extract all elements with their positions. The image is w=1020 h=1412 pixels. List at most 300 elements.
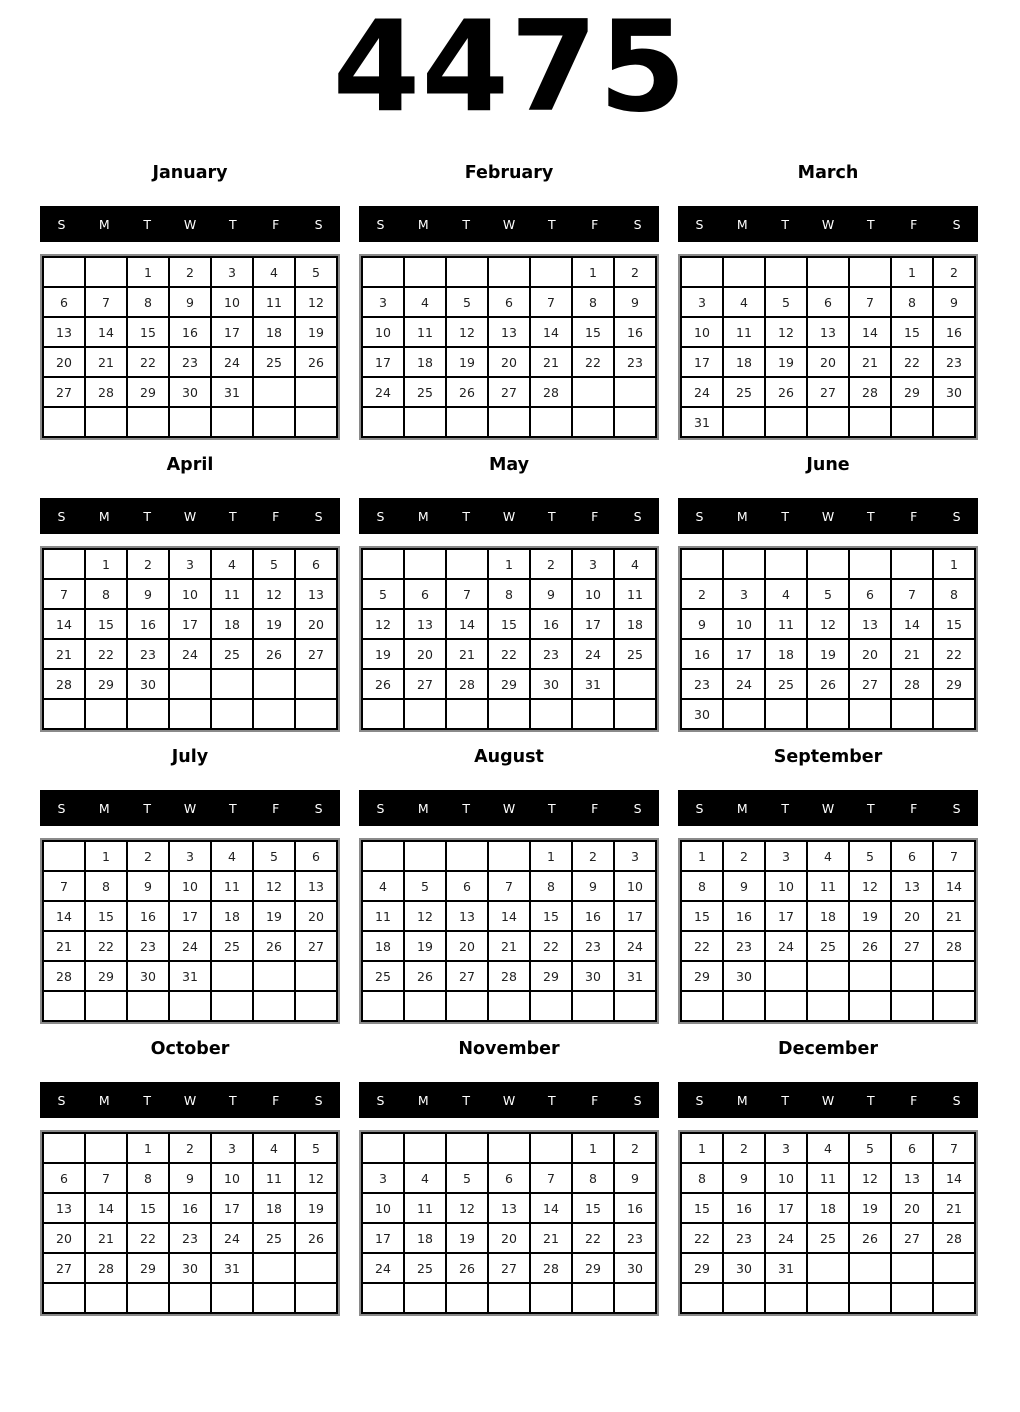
date-cell: 20 [807, 347, 849, 377]
week-row [43, 991, 337, 1021]
date-cell-empty [891, 699, 933, 729]
date-cell: 1 [85, 549, 127, 579]
date-cell: 26 [295, 1223, 337, 1253]
date-grid-body [362, 549, 656, 729]
date-cell-empty [530, 991, 572, 1021]
date-cell: 13 [295, 871, 337, 901]
date-cell-empty [404, 407, 446, 437]
date-cell: 28 [933, 931, 975, 961]
weekday-cell: F [272, 800, 280, 816]
date-cell: 6 [446, 871, 488, 901]
date-cell: 7 [891, 579, 933, 609]
weekday-cell: S [314, 216, 323, 232]
date-cell: 29 [127, 1253, 169, 1283]
date-cell: 25 [211, 639, 253, 669]
week-row [362, 931, 656, 961]
date-cell: 2 [127, 841, 169, 871]
date-grid-frame [40, 546, 340, 732]
date-cell: 7 [933, 841, 975, 871]
date-cell-empty [362, 257, 404, 287]
week-row [43, 699, 337, 729]
week-row [362, 317, 656, 347]
date-cell: 15 [530, 901, 572, 931]
date-cell: 17 [169, 901, 211, 931]
weekday-header [678, 790, 978, 826]
date-cell: 27 [891, 931, 933, 961]
date-cell-empty [614, 377, 656, 407]
date-cell: 7 [85, 1163, 127, 1193]
weekday-cell: M [417, 800, 429, 816]
weekday-header [40, 498, 340, 534]
date-cell: 5 [446, 287, 488, 317]
date-cell: 15 [933, 609, 975, 639]
date-cell-empty [404, 257, 446, 287]
weekday-cell: F [591, 800, 599, 816]
week-row [43, 377, 337, 407]
date-cell-empty [614, 991, 656, 1021]
date-cell-empty [807, 1253, 849, 1283]
date-cell: 31 [681, 407, 723, 437]
date-cell: 29 [572, 1253, 614, 1283]
date-cell: 12 [295, 287, 337, 317]
date-grid [680, 1132, 976, 1314]
date-cell-empty [849, 407, 891, 437]
date-cell: 17 [211, 1193, 253, 1223]
date-cell: 19 [446, 1223, 488, 1253]
date-cell: 27 [849, 669, 891, 699]
date-cell: 14 [43, 609, 85, 639]
date-cell: 22 [85, 639, 127, 669]
date-cell-empty [404, 1133, 446, 1163]
date-cell: 15 [572, 1193, 614, 1223]
date-cell: 18 [765, 639, 807, 669]
date-cell: 20 [891, 901, 933, 931]
date-grid-frame [359, 546, 659, 732]
date-cell: 11 [807, 871, 849, 901]
date-cell: 23 [127, 639, 169, 669]
date-cell-empty [765, 699, 807, 729]
date-cell-empty [404, 841, 446, 871]
date-grid-frame [678, 546, 978, 732]
weekday-cell: S [57, 216, 66, 232]
week-row [681, 1253, 975, 1283]
weekday-cell: M [98, 508, 110, 524]
weekday-cell: M [98, 1092, 110, 1108]
weekday-cell: M [98, 216, 110, 232]
week-row [43, 257, 337, 287]
weekday-cell: F [910, 216, 918, 232]
weekday-cell: F [272, 216, 280, 232]
date-cell: 5 [765, 287, 807, 317]
date-cell: 8 [572, 287, 614, 317]
date-grid-frame [40, 1130, 340, 1316]
date-cell: 16 [614, 1193, 656, 1223]
date-cell: 12 [404, 901, 446, 931]
date-cell-empty [933, 1253, 975, 1283]
date-cell: 4 [211, 549, 253, 579]
week-row [43, 287, 337, 317]
week-row [681, 991, 975, 1021]
date-cell-empty [43, 1283, 85, 1313]
weekday-header [359, 206, 659, 242]
date-cell: 28 [488, 961, 530, 991]
week-row [43, 961, 337, 991]
date-cell: 18 [253, 317, 295, 347]
date-grid-frame [359, 838, 659, 1024]
date-cell: 26 [253, 639, 295, 669]
date-cell-empty [849, 257, 891, 287]
date-cell: 16 [169, 1193, 211, 1223]
date-cell: 23 [169, 347, 211, 377]
date-cell: 5 [849, 1133, 891, 1163]
date-cell: 12 [446, 1193, 488, 1223]
date-cell: 12 [253, 579, 295, 609]
date-grid-frame [40, 838, 340, 1024]
date-cell: 30 [614, 1253, 656, 1283]
weekday-cell: S [376, 1092, 385, 1108]
date-cell: 9 [572, 871, 614, 901]
date-cell: 22 [681, 931, 723, 961]
date-cell-empty [933, 407, 975, 437]
date-cell-empty [765, 549, 807, 579]
week-row [681, 1163, 975, 1193]
date-cell: 26 [446, 377, 488, 407]
date-cell: 13 [488, 317, 530, 347]
date-cell: 17 [765, 901, 807, 931]
date-cell-empty [572, 991, 614, 1021]
date-cell: 25 [404, 377, 446, 407]
weekday-cell: S [952, 216, 961, 232]
date-cell: 24 [572, 639, 614, 669]
week-row [681, 377, 975, 407]
date-cell-empty [488, 699, 530, 729]
date-cell: 18 [362, 931, 404, 961]
date-cell: 16 [614, 317, 656, 347]
date-grid [42, 1132, 338, 1314]
date-cell: 16 [572, 901, 614, 931]
week-row [362, 549, 656, 579]
date-cell-empty [253, 991, 295, 1021]
date-cell: 24 [765, 1223, 807, 1253]
date-cell: 15 [681, 1193, 723, 1223]
date-cell: 6 [891, 1133, 933, 1163]
weekday-header [359, 1082, 659, 1118]
weekday-cell: S [952, 800, 961, 816]
date-cell: 2 [169, 1133, 211, 1163]
week-row [43, 549, 337, 579]
date-cell: 4 [211, 841, 253, 871]
date-cell: 29 [488, 669, 530, 699]
weekday-cell: S [633, 1092, 642, 1108]
weekday-cell: W [502, 216, 516, 232]
date-cell: 18 [211, 609, 253, 639]
weekday-cell: S [695, 800, 704, 816]
week-row [362, 871, 656, 901]
date-cell: 3 [362, 1163, 404, 1193]
weekday-header [359, 498, 659, 534]
date-cell-empty [488, 841, 530, 871]
date-cell: 15 [891, 317, 933, 347]
date-cell: 23 [530, 639, 572, 669]
weekday-cell: T [462, 800, 470, 816]
date-cell: 27 [488, 1253, 530, 1283]
weekday-cell: F [591, 1092, 599, 1108]
week-row [362, 841, 656, 871]
date-cell: 13 [849, 609, 891, 639]
date-cell-empty [681, 1283, 723, 1313]
date-cell: 24 [211, 347, 253, 377]
date-cell: 2 [723, 1133, 765, 1163]
date-cell-empty [765, 1283, 807, 1313]
date-cell-empty [253, 1253, 295, 1283]
date-cell: 27 [488, 377, 530, 407]
date-grid-body [362, 257, 656, 437]
date-cell: 1 [530, 841, 572, 871]
date-cell: 7 [849, 287, 891, 317]
date-cell: 22 [127, 347, 169, 377]
date-cell: 9 [723, 1163, 765, 1193]
week-row [362, 407, 656, 437]
date-cell-empty [849, 961, 891, 991]
date-cell: 3 [362, 287, 404, 317]
date-cell: 30 [572, 961, 614, 991]
month-block-june [678, 454, 978, 732]
week-row [681, 901, 975, 931]
weekday-header [40, 206, 340, 242]
date-cell-empty [43, 549, 85, 579]
week-row [362, 991, 656, 1021]
date-cell: 18 [253, 1193, 295, 1223]
date-cell: 1 [891, 257, 933, 287]
date-cell: 20 [295, 901, 337, 931]
week-row [43, 407, 337, 437]
date-cell: 9 [127, 871, 169, 901]
date-cell: 27 [446, 961, 488, 991]
date-cell-empty [404, 699, 446, 729]
weekday-cell: S [314, 508, 323, 524]
date-cell: 24 [723, 669, 765, 699]
date-cell: 20 [488, 347, 530, 377]
date-cell: 24 [765, 931, 807, 961]
date-cell-empty [891, 1283, 933, 1313]
weekday-cell: W [821, 216, 835, 232]
week-row [43, 871, 337, 901]
date-cell: 8 [488, 579, 530, 609]
date-cell: 27 [43, 1253, 85, 1283]
date-cell: 21 [849, 347, 891, 377]
date-cell: 22 [572, 347, 614, 377]
date-cell: 30 [723, 961, 765, 991]
date-cell: 1 [681, 841, 723, 871]
weekday-cell: T [229, 800, 237, 816]
date-cell-empty [446, 549, 488, 579]
weekday-cell: W [183, 508, 197, 524]
date-cell: 24 [169, 639, 211, 669]
date-cell: 18 [614, 609, 656, 639]
date-cell: 2 [681, 579, 723, 609]
date-cell: 7 [933, 1133, 975, 1163]
date-cell: 6 [807, 287, 849, 317]
week-row [362, 1193, 656, 1223]
weekday-cell: T [462, 508, 470, 524]
date-cell: 6 [488, 287, 530, 317]
date-cell-empty [253, 669, 295, 699]
date-cell: 6 [891, 841, 933, 871]
date-cell: 20 [891, 1193, 933, 1223]
date-cell-empty [488, 407, 530, 437]
date-cell-empty [488, 257, 530, 287]
week-row [43, 1193, 337, 1223]
date-cell: 27 [404, 669, 446, 699]
date-cell: 24 [681, 377, 723, 407]
date-cell: 9 [681, 609, 723, 639]
week-row [362, 1163, 656, 1193]
week-row [43, 1223, 337, 1253]
week-row [43, 609, 337, 639]
date-cell-empty [488, 1283, 530, 1313]
date-cell-empty [85, 257, 127, 287]
date-cell-empty [807, 407, 849, 437]
weekday-cell: T [548, 216, 556, 232]
weekday-cell: F [910, 508, 918, 524]
date-cell-empty [127, 699, 169, 729]
month-block-december [678, 1038, 978, 1316]
date-cell-empty [362, 549, 404, 579]
date-cell: 10 [362, 1193, 404, 1223]
date-cell: 23 [933, 347, 975, 377]
date-cell-empty [572, 699, 614, 729]
date-cell: 8 [681, 1163, 723, 1193]
date-cell: 20 [43, 1223, 85, 1253]
month-title: September [773, 747, 883, 767]
date-grid-frame [678, 254, 978, 440]
date-cell: 26 [807, 669, 849, 699]
week-row [362, 639, 656, 669]
weekday-cell: W [821, 508, 835, 524]
date-cell-empty [681, 257, 723, 287]
week-row [681, 841, 975, 871]
date-grid-body [43, 549, 337, 729]
date-cell: 6 [849, 579, 891, 609]
weekday-cell: T [867, 800, 875, 816]
weekday-cell: T [462, 216, 470, 232]
date-cell-empty [404, 991, 446, 1021]
date-cell: 1 [572, 1133, 614, 1163]
date-cell: 10 [211, 287, 253, 317]
date-cell-empty [723, 1283, 765, 1313]
date-cell: 13 [295, 579, 337, 609]
date-cell-empty [614, 1283, 656, 1313]
month-block-september [678, 746, 978, 1024]
date-cell-empty [807, 1283, 849, 1313]
date-grid-frame [359, 1130, 659, 1316]
date-cell: 14 [530, 317, 572, 347]
date-cell: 23 [614, 347, 656, 377]
date-cell-empty [295, 961, 337, 991]
date-cell: 5 [253, 549, 295, 579]
date-cell: 13 [891, 871, 933, 901]
week-row [681, 1193, 975, 1223]
year-title: 4475 [332, 0, 688, 140]
month-title: February [464, 163, 554, 183]
date-cell: 31 [211, 377, 253, 407]
date-cell: 25 [723, 377, 765, 407]
weekday-cell: S [952, 508, 961, 524]
date-cell-empty [765, 991, 807, 1021]
date-cell: 11 [211, 579, 253, 609]
weekday-cell: S [695, 1092, 704, 1108]
date-cell: 29 [681, 961, 723, 991]
date-cell: 14 [488, 901, 530, 931]
date-cell: 3 [765, 841, 807, 871]
date-cell: 21 [933, 901, 975, 931]
week-row [681, 407, 975, 437]
weekday-cell: T [143, 800, 151, 816]
date-cell-empty [933, 699, 975, 729]
date-cell-empty [211, 699, 253, 729]
date-cell: 24 [169, 931, 211, 961]
date-cell: 12 [849, 1163, 891, 1193]
date-cell: 8 [933, 579, 975, 609]
date-cell-empty [765, 407, 807, 437]
date-cell-empty [446, 257, 488, 287]
date-cell: 19 [765, 347, 807, 377]
date-cell-empty [530, 407, 572, 437]
date-cell-empty [891, 991, 933, 1021]
date-cell: 8 [572, 1163, 614, 1193]
date-cell: 11 [404, 317, 446, 347]
date-cell: 6 [404, 579, 446, 609]
date-cell-empty [169, 699, 211, 729]
date-cell-empty [530, 699, 572, 729]
month-title: March [797, 163, 859, 183]
date-cell: 25 [362, 961, 404, 991]
weekday-cell: T [143, 216, 151, 232]
date-cell: 28 [43, 961, 85, 991]
week-row [681, 257, 975, 287]
date-cell: 4 [404, 1163, 446, 1193]
date-cell-empty [362, 407, 404, 437]
date-cell: 2 [530, 549, 572, 579]
date-cell: 13 [43, 317, 85, 347]
date-cell-empty [572, 1283, 614, 1313]
date-cell-empty [681, 991, 723, 1021]
date-cell-empty [488, 1133, 530, 1163]
date-cell: 5 [807, 579, 849, 609]
month-title: August [474, 747, 544, 767]
date-cell: 15 [127, 1193, 169, 1223]
date-cell: 19 [362, 639, 404, 669]
week-row [43, 841, 337, 871]
date-cell: 28 [891, 669, 933, 699]
month-title: November [458, 1039, 560, 1059]
week-row [681, 931, 975, 961]
date-cell: 4 [614, 549, 656, 579]
date-cell-empty [43, 841, 85, 871]
date-cell-empty [362, 1283, 404, 1313]
date-cell: 4 [765, 579, 807, 609]
date-cell: 12 [446, 317, 488, 347]
weekday-header [678, 206, 978, 242]
date-cell-empty [614, 407, 656, 437]
date-cell: 30 [681, 699, 723, 729]
date-cell: 19 [253, 901, 295, 931]
date-cell: 17 [723, 639, 765, 669]
date-cell: 22 [572, 1223, 614, 1253]
week-row [362, 1133, 656, 1163]
date-cell: 11 [362, 901, 404, 931]
date-cell: 12 [295, 1163, 337, 1193]
